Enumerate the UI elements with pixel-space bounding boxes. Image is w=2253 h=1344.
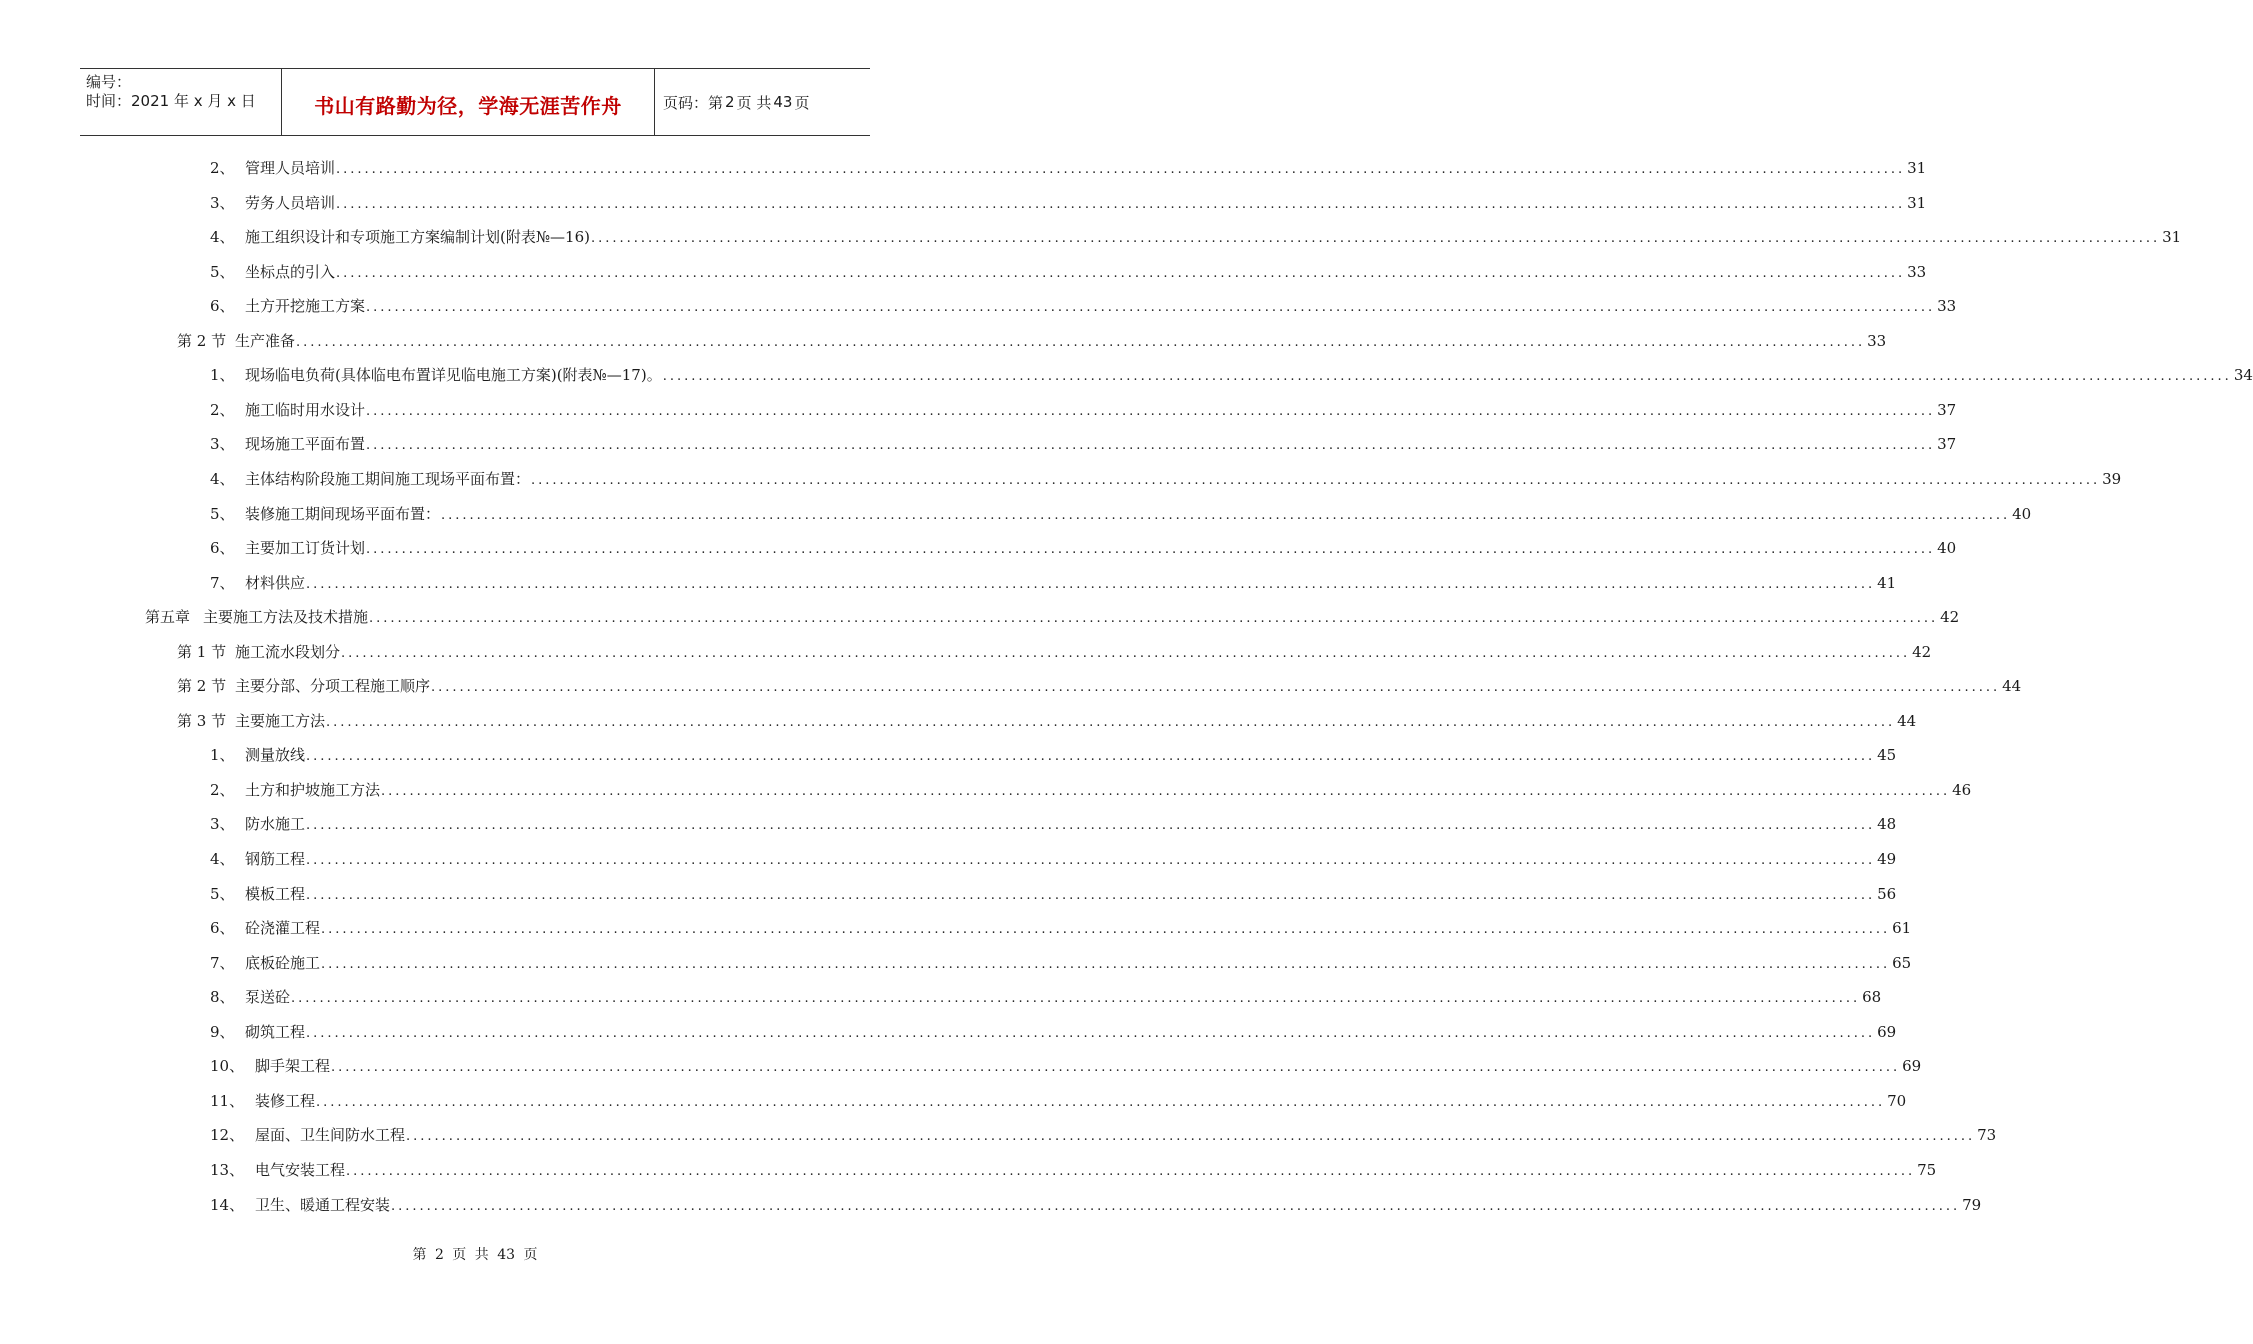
toc-entry-page: 49 <box>1877 850 1897 868</box>
toc-entry-number: 7、 <box>210 573 235 592</box>
toc-entry-page: 45 <box>1877 746 1897 765</box>
toc-entry-page: 48 <box>1877 815 1897 834</box>
toc-entry-page: 79 <box>1962 1195 1982 1214</box>
toc-entry-title: 脚手架工程 <box>255 1057 331 1076</box>
toc-entry-title: 施工流水段划分 <box>235 642 341 661</box>
toc-entry[interactable] <box>210 916 1912 940</box>
toc-entry[interactable] <box>210 1158 1937 1182</box>
toc-entry-number: 7、 <box>210 953 235 972</box>
toc-entry[interactable] <box>210 156 1927 180</box>
toc-entry-number: 第五章 <box>145 608 191 627</box>
toc-entry-title: 主要施工方法 <box>235 711 326 730</box>
toc-entry-title: 现场施工平面布置 <box>245 435 366 454</box>
toc-entry-title: 劳务人员培训 <box>245 193 336 212</box>
toc-dot-leader: ............................................................................................................................................................................................................................ <box>662 369 2232 385</box>
toc-dot-leader: ............................................................................................................................................................................................................................ <box>306 749 1876 765</box>
toc-dot-leader: ............................................................................................................................................................................................................................ <box>326 714 1896 730</box>
toc-entry-title: 施工临时用水设计 <box>245 400 366 419</box>
page-mid: 页 共 <box>736 93 772 112</box>
page-suffix: 页 <box>794 93 810 112</box>
toc-dot-leader: ............................................................................................................................................................................................................................ <box>321 922 1891 938</box>
toc-entry-number: 6、 <box>210 919 235 938</box>
toc-entry-page: 44 <box>2002 677 2022 696</box>
toc-entry-title: 坐标点的引入 <box>245 262 336 281</box>
toc-entry-number: 6、 <box>210 539 235 558</box>
toc-entry-page: 33 <box>1867 331 1887 350</box>
toc-entry-page: 37 <box>1937 400 1957 419</box>
toc-dot-leader: ............................................................................................................................................................................................................................ <box>321 956 1891 972</box>
toc-entry-number: 4、 <box>210 850 235 868</box>
toc-dot-leader: ............................................................................................................................................................................................................................ <box>531 472 2101 488</box>
toc-entry[interactable] <box>210 985 1882 1009</box>
toc-dot-leader: ............................................................................................................................................................................................................................ <box>369 611 1939 627</box>
toc-entry-number: 3、 <box>210 193 235 212</box>
toc-entry[interactable] <box>210 432 1957 456</box>
toc-entry-number: 3、 <box>210 435 235 454</box>
toc-entry[interactable] <box>145 605 1960 629</box>
toc-dot-leader: ............................................................................................................................................................................................................................ <box>431 680 2001 696</box>
header-page-info <box>655 69 870 135</box>
toc-dot-leader: ............................................................................................................................................................................................................................ <box>366 438 1936 454</box>
toc-entry-page: 46 <box>1952 780 1972 799</box>
toc-entry-page: 61 <box>1892 919 1912 938</box>
toc-entry-page: 37 <box>1937 435 1957 454</box>
toc-entry-title: 施工组织设计和专项施工方案编制计划(附表№—16) <box>245 228 590 247</box>
toc-entry-page: 31 <box>2162 228 2182 247</box>
toc-dot-leader: ............................................................................................................................................................................................................................ <box>336 162 1906 177</box>
toc-entry-number: 12、 <box>210 1126 245 1145</box>
toc-dot-leader: ............................................................................................................................................................................................................................ <box>366 542 1936 558</box>
toc-dot-leader: ............................................................................................................................................................................................................................ <box>336 265 1906 281</box>
toc-entry-page: 40 <box>2012 504 2032 523</box>
toc-entry-page: 44 <box>1897 711 1917 730</box>
toc-entry-number: 3、 <box>210 815 235 834</box>
toc-entry-number: 2、 <box>210 400 235 419</box>
toc-entry-number: 13、 <box>210 1160 245 1179</box>
toc-entry-number: 8、 <box>210 988 235 1007</box>
toc-entry-number: 第 2 节 <box>177 677 227 696</box>
toc-entry-page: 31 <box>1907 193 1927 212</box>
toc-entry-title: 屋面、卫生间防水工程 <box>255 1126 406 1145</box>
toc-entry-number: 第 1 节 <box>177 642 227 661</box>
toc-entry-page: 31 <box>1907 159 1927 177</box>
toc-entry-number: 10、 <box>210 1057 245 1076</box>
toc-entry[interactable] <box>177 709 1917 733</box>
toc-entry-title: 模板工程 <box>245 884 306 903</box>
toc-dot-leader: ............................................................................................................................................................................................................................ <box>366 300 1936 316</box>
toc-entry-page: 65 <box>1892 953 1912 972</box>
toc-entry-page: 42 <box>1940 608 1960 627</box>
toc-entry[interactable] <box>210 260 1927 284</box>
toc-entry-title: 主体结构阶段施工期间施工现场平面布置： <box>245 469 531 488</box>
toc-entry-number: 4、 <box>210 228 235 247</box>
toc-entry[interactable] <box>210 743 1897 767</box>
toc-entry[interactable] <box>210 1089 1907 1113</box>
toc-dot-leader: ............................................................................................................................................................................................................................ <box>331 1060 1901 1076</box>
toc-dot-leader: ............................................................................................................................................................................................................................ <box>296 334 1866 350</box>
doc-code-label: 编号： <box>86 73 132 91</box>
toc-entry[interactable] <box>210 951 1912 975</box>
toc-entry-number: 2、 <box>210 159 235 177</box>
toc-entry-number: 2、 <box>210 780 235 799</box>
toc-entry-title: 砌筑工程 <box>245 1022 306 1041</box>
toc-entry-title: 生产准备 <box>235 331 296 350</box>
toc-entry[interactable] <box>210 502 2032 526</box>
toc-entry-number: 5、 <box>210 504 235 523</box>
toc-entry-page: 40 <box>1937 539 1957 558</box>
toc-entry-title: 钢筋工程 <box>245 850 306 868</box>
toc-dot-leader: ............................................................................................................................................................................................................................ <box>306 576 1876 592</box>
toc-entry-page: 41 <box>1877 573 1897 592</box>
toc-dot-leader: ............................................................................................................................................................................................................................ <box>406 1129 1976 1145</box>
toc-dot-leader: ............................................................................................................................................................................................................................ <box>306 853 1876 868</box>
toc-entry-title: 防水施工 <box>245 815 306 834</box>
toc-entry[interactable] <box>210 1193 1982 1217</box>
toc-entry-page: 33 <box>1907 262 1927 281</box>
toc-entry[interactable] <box>210 778 1972 802</box>
toc-dot-leader: ............................................................................................................................................................................................................................ <box>341 645 1911 661</box>
toc-entry-number: 第 3 节 <box>177 711 227 730</box>
page-current: 2 <box>725 93 735 111</box>
toc-entry-number: 4、 <box>210 469 235 488</box>
toc-entry[interactable] <box>210 398 1957 422</box>
toc-entry[interactable] <box>210 847 1897 871</box>
toc-entry[interactable] <box>210 363 2253 387</box>
toc-entry[interactable] <box>210 191 1927 215</box>
toc-entry-number: 9、 <box>210 1022 235 1041</box>
toc-entry-page: 39 <box>2102 469 2122 488</box>
toc-dot-leader: ............................................................................................................................................................................................................................ <box>306 887 1876 903</box>
toc-dot-leader: ............................................................................................................................................................................................................................ <box>306 1025 1876 1041</box>
toc-entry-number: 5、 <box>210 884 235 903</box>
toc-entry-page: 33 <box>1937 297 1957 316</box>
toc-dot-leader: ............................................................................................................................................................................................................................ <box>381 783 1951 799</box>
toc-dot-leader: ............................................................................................................................................................................................................................ <box>346 1163 1916 1179</box>
toc-entry-title: 电气安装工程 <box>255 1160 346 1179</box>
toc-dot-leader: ............................................................................................................................................................................................................................ <box>391 1198 1961 1214</box>
toc-entry-title: 测量放线 <box>245 746 306 765</box>
toc-entry-number: 第 2 节 <box>177 331 227 350</box>
toc-entry-number: 1、 <box>210 746 235 765</box>
toc-entry-title: 管理人员培训 <box>245 159 336 177</box>
toc-dot-leader: ............................................................................................................................................................................................................................ <box>306 818 1876 834</box>
header-motto: 书山有路勤为径，学海无涯苦作舟 <box>282 69 655 135</box>
toc-entry[interactable] <box>210 1123 1997 1147</box>
toc-entry-number: 1、 <box>210 366 235 385</box>
toc-entry-number: 6、 <box>210 297 235 316</box>
toc-entry[interactable] <box>177 674 2022 698</box>
page-header <box>80 68 870 136</box>
page-label: 页码：第 <box>663 93 724 112</box>
toc-entry-page: 75 <box>1917 1160 1937 1179</box>
toc-entry[interactable] <box>210 1054 1922 1078</box>
toc-entry-page: 70 <box>1887 1091 1907 1110</box>
toc-entry-number: 11、 <box>210 1091 245 1110</box>
toc-entry-title: 土方和护坡施工方法 <box>245 780 381 799</box>
toc-entry[interactable] <box>210 294 1957 318</box>
toc-entry[interactable] <box>177 329 1887 353</box>
toc-entry-number: 5、 <box>210 262 235 281</box>
toc-dot-leader: ............................................................................................................................................................................................................................ <box>316 1094 1886 1110</box>
toc-entry-page: 34 <box>2233 366 2253 385</box>
toc-entry-title: 主要分部、分项工程施工顺序 <box>235 677 431 696</box>
page-footer: 第 2 页 共 43 页 <box>412 1247 538 1263</box>
toc-entry[interactable] <box>210 882 1897 906</box>
toc-entry-page: 56 <box>1877 884 1897 903</box>
toc-entry[interactable] <box>210 225 2182 249</box>
header-meta <box>80 69 282 135</box>
toc-entry-title: 土方开挖施工方案 <box>245 297 366 316</box>
toc-entry[interactable] <box>210 571 1897 595</box>
toc-entry[interactable] <box>210 467 2122 491</box>
toc-entry[interactable] <box>210 812 1897 836</box>
page-total: 43 <box>773 93 793 111</box>
toc-entry-title: 材料供应 <box>245 573 306 592</box>
toc-entry-title: 泵送砼 <box>245 988 291 1007</box>
toc-entry-title: 现场临电负荷(具体临电布置详见临电施工方案)(附表№—17)。 <box>245 366 662 385</box>
toc-entry-title: 主要施工方法及技术措施 <box>203 608 369 627</box>
toc-dot-leader: ............................................................................................................................................................................................................................ <box>336 196 1906 212</box>
toc-dot-leader: ............................................................................................................................................................................................................................ <box>291 991 1861 1007</box>
toc-entry[interactable] <box>210 536 1957 560</box>
toc-dot-leader: ............................................................................................................................................................................................................................ <box>591 231 2161 247</box>
toc-dot-leader: ............................................................................................................................................................................................................................ <box>366 403 1936 419</box>
toc-entry-number: 14、 <box>210 1195 245 1214</box>
toc-entry-page: 69 <box>1902 1057 1922 1076</box>
toc-entry-page: 68 <box>1862 988 1882 1007</box>
toc-entry-title: 装修工程 <box>255 1091 316 1110</box>
toc-entry-title: 装修施工期间现场平面布置： <box>245 504 441 523</box>
toc-entry-page: 69 <box>1877 1022 1897 1041</box>
toc-dot-leader: ............................................................................................................................................................................................................................ <box>441 507 2011 523</box>
toc-entry-title: 卫生、暖通工程安装 <box>255 1195 391 1214</box>
toc-entry-title: 主要加工订货计划 <box>245 539 366 558</box>
toc-entry-page: 42 <box>1912 642 1932 661</box>
toc-entry-title: 底板砼施工 <box>245 953 321 972</box>
toc-entry[interactable] <box>177 640 1932 664</box>
toc-entry-title: 砼浇灌工程 <box>245 919 321 938</box>
toc-entry-page: 73 <box>1977 1126 1997 1145</box>
toc-entry[interactable] <box>210 1020 1897 1044</box>
doc-time-label: 时间：2021 年 x 月 x 日 <box>86 92 256 110</box>
